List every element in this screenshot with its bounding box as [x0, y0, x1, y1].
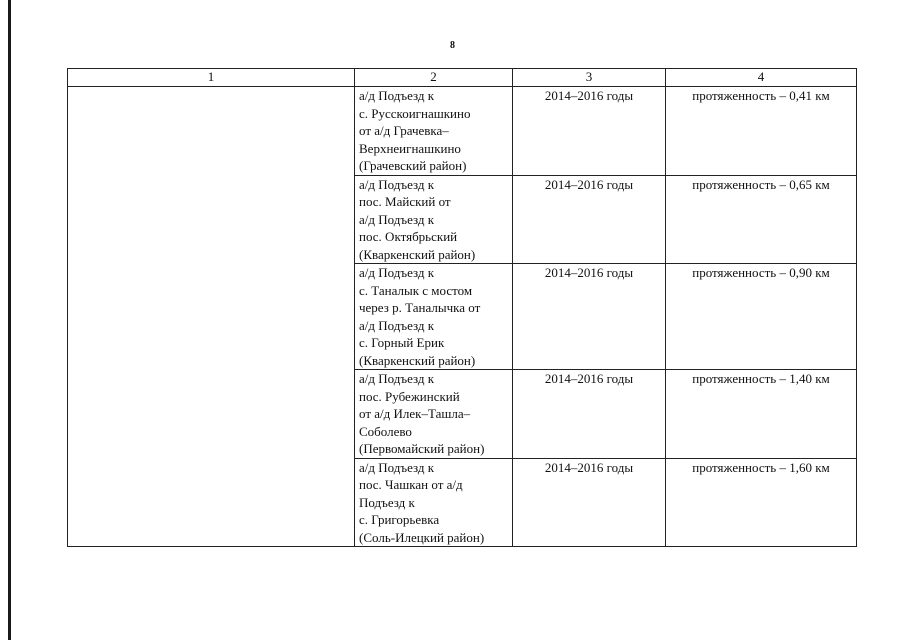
- header-col-4: 4: [666, 69, 857, 87]
- years-cell: 2014–2016 годы: [513, 87, 666, 176]
- page-number: 8: [450, 40, 455, 51]
- header-row: [68, 69, 857, 87]
- road-name-cell: а/д Подъезд к с. Таналык с мостом через р. Таналычка от а/д Подъезд к с. Горный Ерик (Кваркенский район): [355, 264, 513, 370]
- length-cell: протяженность – 1,60 км: [666, 458, 857, 547]
- years-cell: 2014–2016 годы: [513, 175, 666, 264]
- length-cell: протяженность – 0,41 км: [666, 87, 857, 176]
- road-name-cell: а/д Подъезд к с. Русскоигнашкино от а/д Грачевка– Верхнеигнашкино (Грачевский район): [355, 87, 513, 176]
- road-name-cell: а/д Подъезд к пос. Майский от а/д Подъезд к пос. Октябрьский (Кваркенский район): [355, 175, 513, 264]
- program-table: [67, 68, 857, 547]
- years-cell: 2014–2016 годы: [513, 458, 666, 547]
- header-col-1: 1: [68, 69, 355, 87]
- header-col-3: 3: [513, 69, 666, 87]
- years-cell: 2014–2016 годы: [513, 370, 666, 459]
- header-col-2: 2: [355, 69, 513, 87]
- length-cell: протяженность – 1,40 км: [666, 370, 857, 459]
- road-name-cell: а/д Подъезд к пос. Рубежинский от а/д Илек–Ташла– Соболево (Первомайский район): [355, 370, 513, 459]
- length-cell: протяженность – 0,65 км: [666, 175, 857, 264]
- years-cell: 2014–2016 годы: [513, 264, 666, 370]
- empty-merged-cell: [68, 87, 355, 547]
- length-cell: протяженность – 0,90 км: [666, 264, 857, 370]
- scan-edge-line: [8, 0, 11, 640]
- table-row: [68, 87, 857, 176]
- road-name-cell: а/д Подъезд к пос. Чашкан от а/д Подъезд к с. Григорьевка (Соль-Илецкий район): [355, 458, 513, 547]
